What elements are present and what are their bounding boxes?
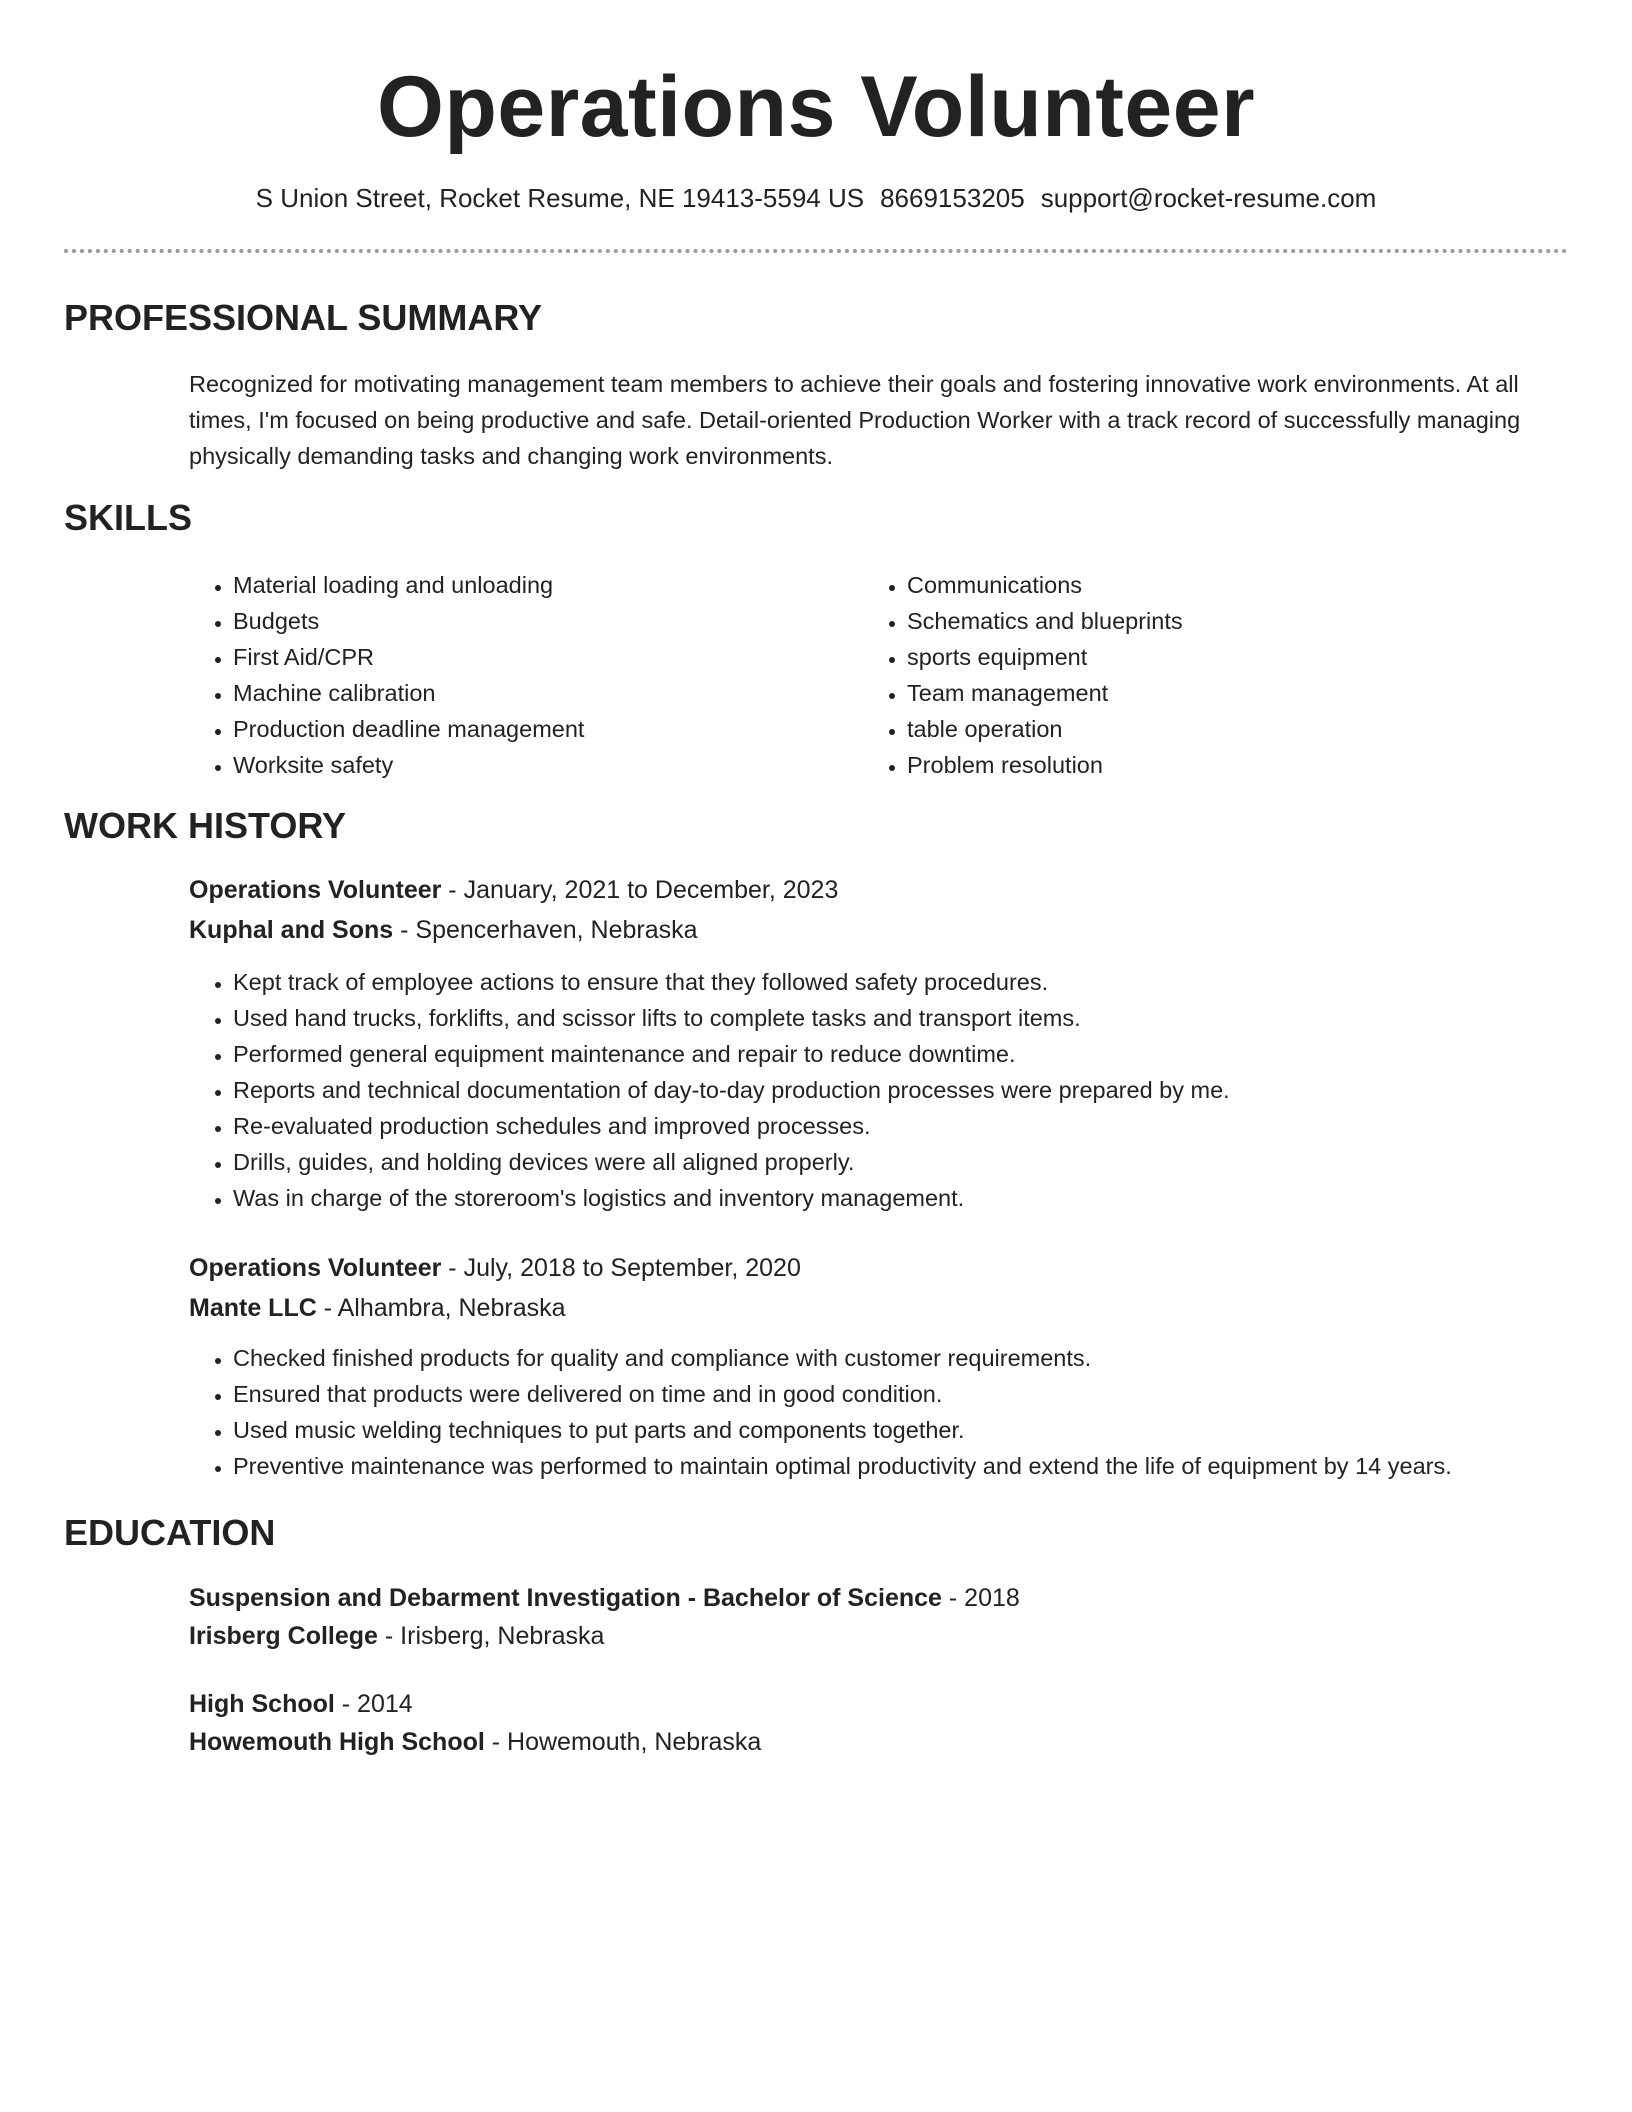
education-location: - Irisberg, Nebraska (377, 1622, 605, 1650)
job-company-line (189, 1290, 566, 1326)
education-year: - 2014 (334, 1690, 413, 1718)
job-company: Kuphal and Sons (189, 916, 394, 944)
education-degree: Suspension and Debarment Investigation - Bachelor of Science (189, 1584, 942, 1612)
education-degree: High School (189, 1690, 335, 1718)
job-bullets (189, 1340, 1572, 1484)
skill-item: • Material loading and unloading (233, 567, 584, 603)
education-school-line (189, 1724, 761, 1760)
job-title-line (189, 872, 838, 908)
skill-item: • Team management (907, 675, 1183, 711)
job-bullets (189, 964, 1572, 1216)
job-company: Mante LLC (189, 1294, 317, 1322)
job-bullet: • Reports and technical documentation of day-to-day production processes were prepared by me. (233, 1072, 1572, 1108)
job-title: Operations Volunteer (189, 876, 442, 904)
skill-item: • Budgets (233, 603, 584, 639)
skill-item: • First Aid/CPR (233, 639, 584, 675)
section-title-education: EDUCATION (64, 1512, 276, 1553)
skill-item: • Communications (907, 567, 1183, 603)
skills-list-left (189, 567, 584, 783)
job-bullet: • Re-evaluated production schedules and improved processes. (233, 1108, 1572, 1144)
job-dates: - January, 2021 to December, 2023 (441, 876, 839, 904)
education-degree-line (189, 1686, 413, 1722)
header-divider (64, 249, 1568, 253)
education-school: Irisberg College (189, 1622, 378, 1650)
skill-item: • Problem resolution (907, 747, 1183, 783)
education-school: Howemouth High School (189, 1728, 485, 1756)
job-bullet: • Checked finished products for quality and compliance with customer requirements. (233, 1340, 1572, 1376)
education-school-line (189, 1618, 604, 1654)
education-year: - 2018 (941, 1584, 1020, 1612)
job-bullet: • Performed general equipment maintenance and repair to reduce downtime. (233, 1036, 1572, 1072)
job-bullet: • Ensured that products were delivered on time and in good condition. (233, 1376, 1572, 1412)
job-bullet: • Kept track of employee actions to ensure that they followed safety procedures. (233, 964, 1572, 1000)
section-title-skills: SKILLS (64, 497, 193, 538)
candidate-name: Operations Volunteer (376, 59, 1256, 155)
job-dates: - July, 2018 to September, 2020 (441, 1254, 801, 1282)
job-bullet: • Used hand trucks, forklifts, and scissor lifts to complete tasks and transport items. (233, 1000, 1572, 1036)
job-bullet: • Used music welding techniques to put parts and components together. (233, 1412, 1572, 1448)
skill-item: • table operation (907, 711, 1183, 747)
skill-item: • sports equipment (907, 639, 1183, 675)
skill-item: • Machine calibration (233, 675, 584, 711)
section-title-work: WORK HISTORY (64, 805, 347, 846)
skills-list-right (863, 567, 1183, 783)
contact-email: support@rocket-resume.com (1040, 183, 1377, 213)
section-title-summary: PROFESSIONAL SUMMARY (64, 297, 543, 338)
contact-phone: 8669153205 (880, 183, 1025, 213)
summary-text: Recognized for motivating management team members to achieve their goals and fostering innovative work environments. At all times, I'm focused on being productive and safe. Detail-oriented Production Worker with a track record of successfully managing physically demanding tasks and changing work environments. (189, 371, 1521, 469)
job-bullet: • Drills, guides, and holding devices were all aligned properly. (233, 1144, 1572, 1180)
contact-line (0, 180, 1632, 216)
skill-item: • Schematics and blueprints (907, 603, 1183, 639)
job-company-line (189, 912, 698, 948)
contact-address: S Union Street, Rocket Resume, NE 19413-5594 US (255, 183, 865, 213)
job-location: - Alhambra, Nebraska (316, 1294, 566, 1322)
job-title: Operations Volunteer (189, 1254, 442, 1282)
job-location: - Spencerhaven, Nebraska (393, 916, 698, 944)
job-title-line (189, 1250, 801, 1286)
education-degree-line (189, 1580, 1020, 1616)
skill-item: • Worksite safety (233, 747, 584, 783)
job-bullet: • Preventive maintenance was performed to maintain optimal productivity and extend the life of equipment by 14 years. (233, 1448, 1572, 1484)
job-bullet: • Was in charge of the storeroom's logistics and inventory management. (233, 1180, 1572, 1216)
education-location: - Howemouth, Nebraska (484, 1728, 762, 1756)
skill-item: • Production deadline management (233, 711, 584, 747)
